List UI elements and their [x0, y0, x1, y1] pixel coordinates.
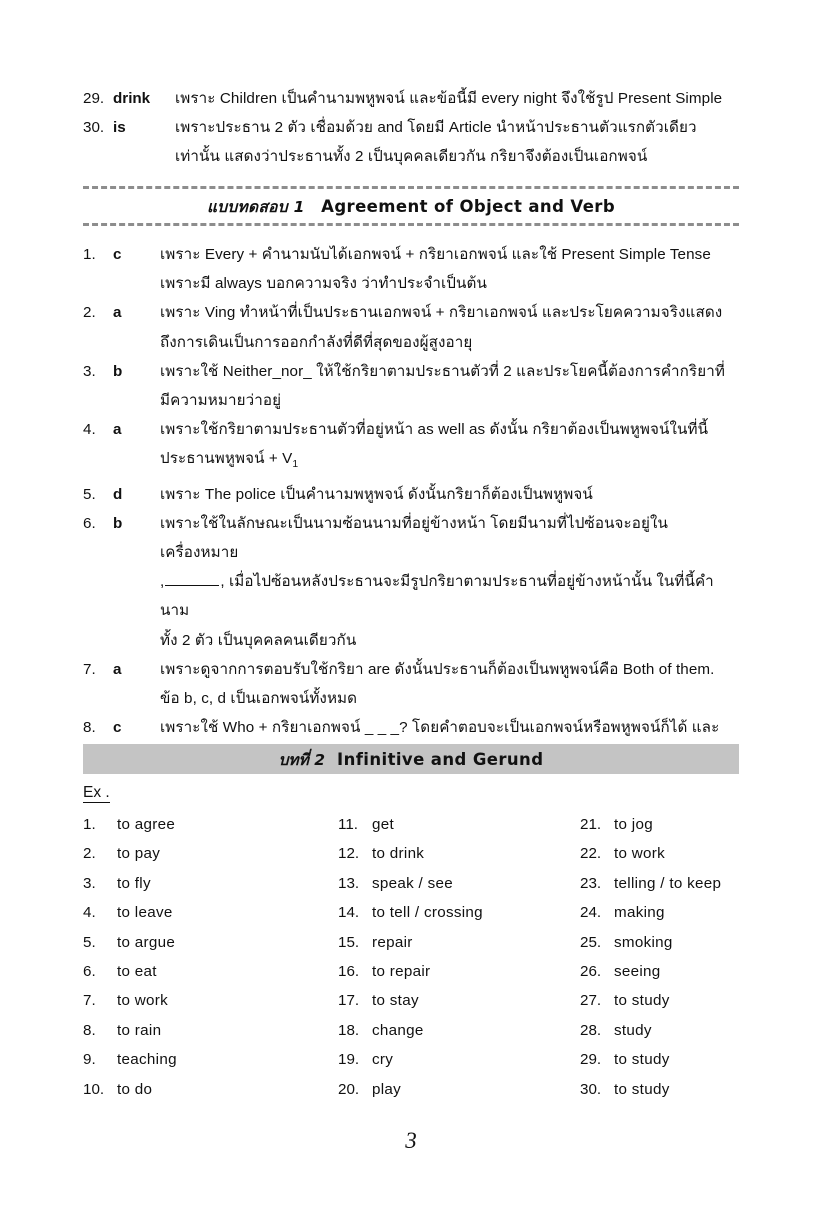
item-value: seeing	[614, 962, 661, 980]
item-value: to eat	[117, 962, 157, 980]
explanation-line: เพราะมี always บอกความจริง ว่าทำประจำเป็นต้น	[160, 275, 487, 293]
item-number: 10.	[83, 1080, 105, 1098]
item-value: to leave	[117, 904, 173, 922]
item-number: 23.	[580, 874, 602, 892]
list-item	[580, 957, 743, 986]
answer-row	[83, 415, 739, 479]
list-item	[580, 1045, 743, 1074]
item-number: 22.	[580, 845, 602, 863]
verb-subscript: 1	[292, 459, 299, 471]
explanation-line: เพราะใช้กริยาตามประธานตัวที่อยู่หน้า as well as ดังนั้น กริยาต้องเป็นพหูพจน์ในที่นี้	[160, 421, 709, 439]
answer-explanation	[175, 84, 739, 113]
item-value: to rain	[117, 1021, 162, 1039]
item-number: 16.	[338, 962, 360, 980]
answer-key: a	[113, 421, 122, 439]
item-value: to jog	[614, 816, 653, 833]
item-value: play	[372, 1080, 402, 1098]
answer-key-grid	[83, 810, 743, 1104]
item-value: to argue	[117, 933, 176, 951]
item-number: 17.	[338, 992, 360, 1010]
item-value: to do	[117, 1080, 153, 1098]
item-number: 26.	[580, 962, 602, 980]
item-value: to study	[614, 1080, 670, 1098]
list-item	[83, 957, 338, 986]
item-number: 7.	[83, 992, 96, 1010]
item-value: change	[372, 1021, 424, 1039]
exercise-title	[83, 189, 739, 223]
item-value: to study	[614, 1051, 670, 1069]
item-number: 14.	[338, 904, 360, 922]
answer-key: a	[113, 660, 122, 678]
item-number: 28.	[580, 1021, 602, 1039]
exercise1-answer-list	[83, 240, 739, 772]
exercise-title-thai: แบบทดสอบ 1	[206, 198, 305, 216]
explanation-line: เพราะประธาน 2 ตัว เชื่อมด้วย and โดยมี Article นำหน้าประธานตัวแรกตัวเดียว	[175, 119, 697, 136]
list-item	[83, 898, 338, 927]
item-value: study	[614, 1021, 652, 1039]
list-item	[83, 928, 338, 957]
list-item	[83, 810, 338, 839]
item-value: smoking	[614, 933, 673, 951]
item-value: to stay	[372, 992, 419, 1010]
chapter-title-english: Infinitive and Gerund	[337, 749, 544, 769]
list-item	[338, 1045, 580, 1074]
list-item	[83, 1045, 338, 1074]
explanation-line: เพราะดูจากการตอบรับใช้กริยา are ดังนั้นประธานก็ต้องเป็นพหูพจน์คือ Both of them.	[160, 660, 715, 678]
item-number: 12.	[338, 845, 360, 863]
explanation-line: เพราะ Every + คำนามนับได้เอกพจน์ + กริยาเอกพจน์ และใช้ Present Simple Tense	[160, 246, 711, 263]
item-value: to study	[614, 992, 670, 1010]
answer-row	[83, 84, 739, 113]
explanation-line: เพราะใช้ Neither_nor_ ให้ใช้กริยาตามประธานตัวที่ 2 และประโยคนี้ต้องการคำกริยาที่	[160, 362, 725, 380]
item-value: telling / to keep	[614, 874, 722, 892]
explanation-line: เท่านั้น แสดงว่าประธานทั้ง 2 เป็นบุคคลเดียวกัน กริยาจึงต้องเป็นเอกพจน์	[175, 148, 648, 165]
explanation-line: เพราะ Ving ทำหน้าที่เป็นประธานเอกพจน์ + กริยาเอกพจน์ และประโยคความจริงแสดง	[160, 304, 723, 322]
answer-number: 30.	[83, 119, 105, 136]
answer-key: c	[113, 246, 122, 263]
item-value: get	[372, 816, 395, 833]
item-value: to fly	[117, 874, 151, 892]
item-number: 11.	[338, 816, 358, 833]
item-value: to repair	[372, 962, 431, 980]
list-item	[338, 928, 580, 957]
explanation-line: ข้อ b, c, d เป็นเอกพจน์ทั้งหมด	[160, 690, 358, 708]
list-item	[338, 839, 580, 868]
answer-number: 1.	[83, 246, 96, 263]
list-item	[338, 986, 580, 1015]
answer-key: b	[113, 362, 123, 380]
answer-row	[83, 113, 739, 171]
list-item	[338, 810, 580, 839]
item-number: 21.	[580, 816, 602, 833]
answer-key: is	[113, 119, 126, 136]
answer-key: c	[113, 719, 122, 737]
explanation-line	[160, 444, 739, 479]
explanation-line: เพราะใช้ Who + กริยาเอกพจน์ _ _ _? โดยคำตอบจะเป็นเอกพจน์หรือพหูพจน์ก็ได้ และ	[160, 719, 720, 737]
item-value: cry	[372, 1051, 394, 1069]
item-number: 6.	[83, 962, 96, 980]
list-item	[338, 1016, 580, 1045]
item-number: 15.	[338, 933, 360, 951]
item-value: to agree	[117, 816, 176, 833]
item-value: teaching	[117, 1051, 177, 1069]
list-item	[338, 869, 580, 898]
answer-column-2	[338, 810, 580, 1104]
answer-key: b	[113, 514, 123, 532]
list-item	[83, 1016, 338, 1045]
answer-explanation	[175, 113, 739, 171]
answer-row	[83, 655, 739, 713]
list-item	[338, 898, 580, 927]
answer-number: 6.	[83, 514, 96, 532]
answer-row	[83, 357, 739, 415]
answer-explanation	[160, 655, 739, 713]
explanation-line: ถึงการเดินเป็นการออกกำลังที่ดีที่สุดของผู้สูงอายุ	[160, 333, 473, 351]
item-number: 18.	[338, 1021, 360, 1039]
answer-row	[83, 240, 739, 298]
list-item	[580, 1075, 743, 1104]
explanation-line: เพราะ Children เป็นคำนามพหูพจน์ และข้อนี้มี every night จึงใช้รูป Present Simple	[175, 90, 723, 107]
list-item	[83, 986, 338, 1015]
answer-column-3	[580, 810, 743, 1104]
answer-key: d	[113, 485, 123, 503]
answer-row	[83, 509, 739, 655]
list-item	[580, 869, 743, 898]
item-value: to drink	[372, 845, 425, 863]
exercise-title-english: Agreement of Object and Verb	[321, 197, 616, 216]
answer-number: 3.	[83, 362, 96, 380]
blank-prefix-comma: ,	[160, 573, 165, 591]
list-item	[580, 898, 743, 927]
list-item	[338, 957, 580, 986]
item-value: to tell / crossing	[372, 904, 483, 922]
list-item	[83, 1075, 338, 1104]
page-number: 3	[405, 1128, 417, 1153]
example-label: Ex .	[83, 784, 110, 801]
exercise-section-header	[83, 186, 739, 226]
explanation-line: ทั้ง 2 ตัว เป็นบุคคลคนเดียวกัน	[160, 631, 357, 649]
list-item	[83, 839, 338, 868]
answers-continued-block	[83, 84, 739, 171]
item-number: 1.	[83, 816, 96, 833]
explanation-line: เพราะ The police เป็นคำนามพหูพจน์ ดังนั้นกริยาก็ต้องเป็นพหูพจน์	[160, 485, 593, 503]
answer-row	[83, 298, 739, 356]
answer-number: 7.	[83, 660, 96, 678]
answer-number: 2.	[83, 304, 96, 322]
answer-number: 8.	[83, 719, 96, 737]
answer-explanation	[160, 357, 739, 415]
answer-column-1	[83, 810, 338, 1104]
blank-suffix-text: , เมื่อไปซ้อนหลังประธานจะมีรูปกริยาตามประธานที่อยู่ข้างหน้านั้น ในที่นี้คำนาม	[160, 573, 714, 620]
item-number: 29.	[580, 1051, 602, 1069]
answer-number: 29.	[83, 90, 105, 107]
dashed-rule-bottom	[83, 223, 739, 226]
item-number: 2.	[83, 845, 96, 863]
list-item	[580, 986, 743, 1015]
list-item	[580, 1016, 743, 1045]
chapter-title-thai: บทที่ 2	[278, 750, 326, 769]
item-value: speak / see	[372, 874, 453, 892]
item-value: to work	[117, 992, 169, 1010]
explanation-text: ประธานพหูพจน์ + V	[160, 450, 293, 468]
list-item	[580, 928, 743, 957]
fill-in-blank	[165, 573, 219, 586]
item-number: 24.	[580, 904, 602, 922]
item-value: to pay	[117, 845, 161, 863]
answer-explanation	[160, 509, 739, 655]
item-number: 19.	[338, 1051, 360, 1069]
item-number: 27.	[580, 992, 602, 1010]
answer-key: drink	[113, 90, 151, 107]
list-item	[338, 1075, 580, 1104]
item-number: 3.	[83, 874, 96, 892]
item-number: 5.	[83, 933, 96, 951]
list-item	[580, 810, 743, 839]
item-value: to work	[614, 845, 666, 863]
item-number: 9.	[83, 1051, 96, 1069]
answer-explanation	[160, 240, 739, 298]
item-number: 25.	[580, 933, 602, 951]
answer-row	[83, 480, 739, 509]
explanation-line: เพราะใช้ในลักษณะเป็นนามซ้อนนามที่อยู่ข้างหน้า โดยมีนามที่ไปซ้อนจะอยู่ในเครื่องหมาย	[160, 514, 669, 562]
chapter-banner	[83, 744, 739, 774]
answer-number: 5.	[83, 485, 96, 503]
item-number: 30.	[580, 1080, 602, 1098]
explanation-line-with-blank	[160, 567, 739, 625]
answer-explanation	[160, 415, 739, 479]
item-number: 8.	[83, 1021, 96, 1039]
answer-explanation	[160, 298, 739, 356]
item-number: 4.	[83, 904, 96, 922]
list-item	[580, 839, 743, 868]
item-value: making	[614, 904, 665, 922]
list-item	[83, 869, 338, 898]
answer-number: 4.	[83, 421, 96, 439]
item-value: repair	[372, 933, 413, 951]
item-number: 13.	[338, 874, 360, 892]
answer-key: a	[113, 304, 122, 322]
explanation-line: มีความหมายว่าอยู่	[160, 392, 282, 410]
answer-explanation	[160, 480, 739, 509]
item-number: 20.	[338, 1080, 360, 1098]
